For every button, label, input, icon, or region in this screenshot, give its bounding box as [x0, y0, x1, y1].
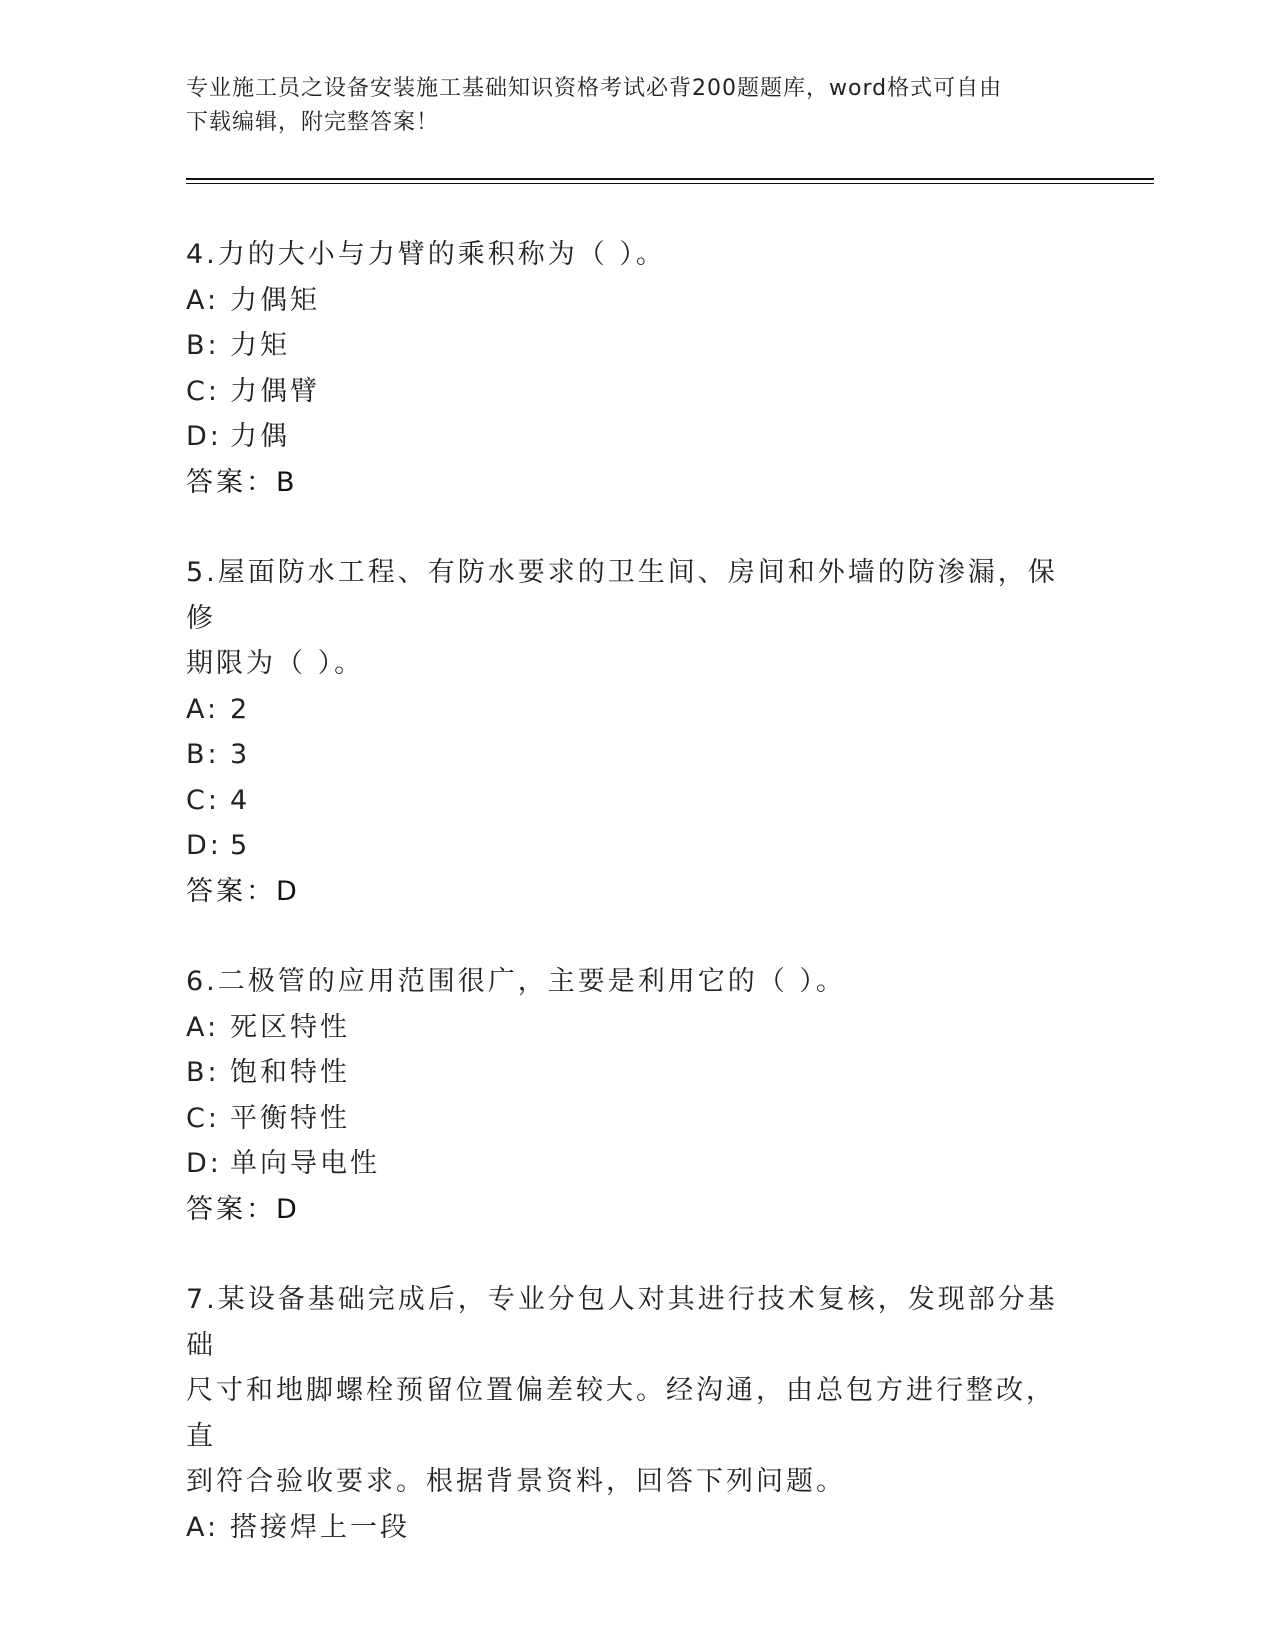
option-letter: A:: [186, 1011, 220, 1043]
header-line-1: 专业施工员之设备安装施工基础知识资格考试必背200题题库，word格式可自由: [186, 76, 1003, 101]
option-text: 5: [230, 830, 251, 861]
option-text: 力矩: [230, 330, 290, 361]
question-text: 4.力的大小与力臂的乘积称为（ ）。: [186, 239, 666, 270]
question-7: [186, 1277, 1066, 1550]
option-letter: B:: [186, 739, 220, 770]
document-header: [186, 72, 1066, 140]
option-letter: C:: [186, 1102, 220, 1134]
option-d: [186, 1141, 1066, 1187]
option-letter: C:: [186, 784, 220, 816]
option-d: [186, 414, 1066, 460]
option-a: [186, 1505, 1066, 1551]
option-d: [186, 823, 1066, 869]
option-letter: D:: [186, 1148, 222, 1179]
question-text-line-2: 期限为（ ）。: [186, 648, 365, 679]
answer-label: 答案：B: [186, 466, 298, 498]
option-b: [186, 1050, 1066, 1096]
option-text: 力偶: [230, 421, 290, 452]
question-list: [186, 232, 1066, 1595]
option-text: 力偶矩: [230, 284, 320, 316]
header-line-2: 下载编辑，附完整答案！: [186, 110, 440, 135]
option-text: 3: [230, 739, 251, 770]
question-text: 6.二极管的应用范围很广，主要是利用它的（ ）。: [186, 966, 846, 997]
option-letter: C:: [186, 375, 220, 407]
option-b: [186, 732, 1066, 778]
option-text: 平衡特性: [230, 1102, 350, 1134]
option-text: 搭接焊上一段: [230, 1511, 410, 1543]
header-divider-thick: [186, 178, 1154, 180]
option-c: [186, 369, 1066, 415]
header-divider-thin: [186, 183, 1154, 184]
option-a: [186, 278, 1066, 324]
question-text-line-1: 5.屋面防水工程、有防水要求的卫生间、房间和外墙的防渗漏，保修: [186, 557, 1058, 634]
option-letter: D:: [186, 830, 222, 861]
question-4: [186, 232, 1066, 505]
option-text: 死区特性: [230, 1011, 350, 1043]
option-letter: A:: [186, 693, 220, 725]
question-6: [186, 959, 1066, 1232]
option-a: [186, 687, 1066, 733]
option-text: 单向导电性: [230, 1148, 380, 1179]
option-letter: D:: [186, 421, 222, 452]
question-5: [186, 550, 1066, 914]
question-text-line-1: 7.某设备基础完成后，专业分包人对其进行技术复核，发现部分基础: [186, 1284, 1058, 1361]
option-b: [186, 323, 1066, 369]
option-text: 2: [230, 693, 251, 725]
option-text: 饱和特性: [230, 1057, 350, 1088]
question-text-line-3: 到符合验收要求。根据背景资料，回答下列问题。: [186, 1466, 846, 1497]
option-text: 力偶臂: [230, 375, 320, 407]
option-letter: A:: [186, 1511, 220, 1543]
option-letter: B:: [186, 330, 220, 361]
option-letter: A:: [186, 284, 220, 316]
answer-label: 答案：D: [186, 875, 300, 907]
option-a: [186, 1005, 1066, 1051]
question-text-line-2: 尺寸和地脚螺栓预留位置偏差较大。经沟通，由总包方进行整改，直: [186, 1375, 1056, 1452]
option-letter: B:: [186, 1057, 220, 1088]
option-c: [186, 778, 1066, 824]
answer-label: 答案：D: [186, 1193, 300, 1225]
option-text: 4: [230, 784, 251, 816]
option-c: [186, 1096, 1066, 1142]
